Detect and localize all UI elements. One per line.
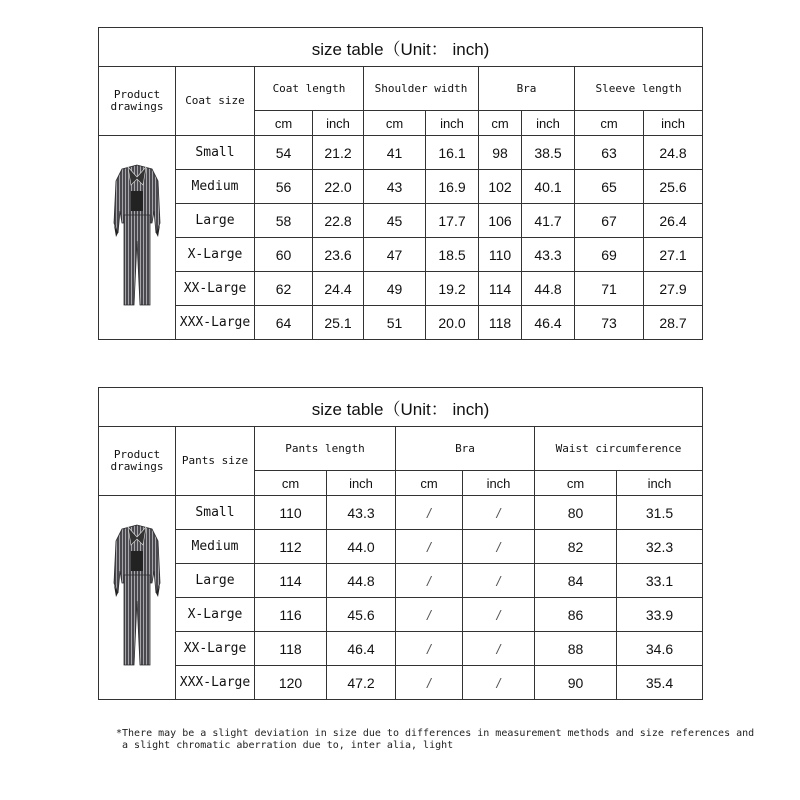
table-row (99, 632, 703, 666)
measurement-cell: 64 (255, 306, 313, 340)
measurement-cell: 43.3 (522, 238, 575, 272)
measurement-cell: 110 (255, 496, 327, 530)
measurement-cell: / (463, 564, 535, 598)
measurement-cell: 46.4 (522, 306, 575, 340)
table-row (99, 136, 703, 170)
table-row (99, 666, 703, 700)
measurement-cell: 63 (575, 136, 644, 170)
measurement-cell: 60 (255, 238, 313, 272)
measurement-cell: 80 (535, 496, 617, 530)
measurement-cell: 27.9 (644, 272, 703, 306)
product-drawing-image (99, 496, 176, 700)
unit-inch: inch (617, 471, 703, 496)
table-row (99, 204, 703, 238)
measurement-cell: 38.5 (522, 136, 575, 170)
unit-cm: cm (575, 111, 644, 136)
measurement-cell: 65 (575, 170, 644, 204)
measurement-cell: 24.8 (644, 136, 703, 170)
measurement-cell: 40.1 (522, 170, 575, 204)
waist-circumference-header: Waist circumference (535, 427, 703, 471)
coat-size-header: Coat size (176, 67, 255, 136)
size-label: Medium (176, 170, 255, 204)
measurement-cell: / (463, 496, 535, 530)
size-label: XX-Large (176, 632, 255, 666)
measurement-cell: 19.2 (426, 272, 479, 306)
measurement-cell: 114 (255, 564, 327, 598)
measurement-cell: 23.6 (313, 238, 364, 272)
measurement-cell: 31.5 (617, 496, 703, 530)
measurement-cell: 98 (479, 136, 522, 170)
measurement-cell: 18.5 (426, 238, 479, 272)
measurement-cell: 32.3 (617, 530, 703, 564)
shoulder-width-header: Shoulder width (364, 67, 479, 111)
unit-inch: inch (463, 471, 535, 496)
measurement-cell: 67 (575, 204, 644, 238)
measurement-cell: 47 (364, 238, 426, 272)
measurement-cell: 84 (535, 564, 617, 598)
bra-header: Bra (479, 67, 575, 111)
unit-cm: cm (479, 111, 522, 136)
measurement-cell: 45.6 (327, 598, 396, 632)
table-row (99, 564, 703, 598)
table-title: size table（Unit： inch) (99, 28, 703, 67)
measurement-cell: 114 (479, 272, 522, 306)
measurement-cell: 22.0 (313, 170, 364, 204)
measurement-cell: 112 (255, 530, 327, 564)
measurement-cell: 35.4 (617, 666, 703, 700)
measurement-cell: / (396, 666, 463, 700)
measurement-cell: 22.8 (313, 204, 364, 238)
measurement-cell: 43.3 (327, 496, 396, 530)
measurement-cell: 110 (479, 238, 522, 272)
size-label: XXX-Large (176, 666, 255, 700)
size-label: Small (176, 136, 255, 170)
measurement-cell: / (396, 598, 463, 632)
measurement-cell: 41 (364, 136, 426, 170)
measurement-cell: 82 (535, 530, 617, 564)
measurement-cell: / (396, 632, 463, 666)
size-label: Large (176, 204, 255, 238)
unit-cm: cm (255, 111, 313, 136)
size-label: XX-Large (176, 272, 255, 306)
measurement-cell: / (396, 530, 463, 564)
unit-cm: cm (535, 471, 617, 496)
unit-inch: inch (327, 471, 396, 496)
table-row (99, 238, 703, 272)
measurement-cell: 25.1 (313, 306, 364, 340)
measurement-cell: / (463, 632, 535, 666)
measurement-cell: 24.4 (313, 272, 364, 306)
note-line-2: a slight chromatic aberration due to, inter alia, light (116, 740, 454, 751)
measurement-cell: 88 (535, 632, 617, 666)
measurement-cell: / (463, 530, 535, 564)
sleeve-length-header: Sleeve length (575, 67, 703, 111)
measurement-cell: 33.1 (617, 564, 703, 598)
table-row (99, 598, 703, 632)
measurement-cell: 58 (255, 204, 313, 238)
measurement-cell: 69 (575, 238, 644, 272)
pants-size-table (98, 387, 703, 700)
note-line-1: *There may be a slight deviation in size due to differences in measurement methods and size references and (116, 728, 755, 739)
unit-cm: cm (255, 471, 327, 496)
measurement-cell: / (396, 496, 463, 530)
measurement-cell: 49 (364, 272, 426, 306)
measurement-cell: / (463, 666, 535, 700)
measurement-cell: 44.8 (327, 564, 396, 598)
measurement-cell: 90 (535, 666, 617, 700)
measurement-cell: 86 (535, 598, 617, 632)
measurement-cell: 118 (255, 632, 327, 666)
measurement-cell: 54 (255, 136, 313, 170)
unit-inch: inch (644, 111, 703, 136)
table-row (99, 496, 703, 530)
measurement-cell: 116 (255, 598, 327, 632)
measurement-cell: 16.1 (426, 136, 479, 170)
measurement-cell: 46.4 (327, 632, 396, 666)
measurement-cell: 62 (255, 272, 313, 306)
measurement-cell: 47.2 (327, 666, 396, 700)
size-label: XXX-Large (176, 306, 255, 340)
measurement-cell: 25.6 (644, 170, 703, 204)
pants-size-header: Pants size (176, 427, 255, 496)
product-drawings-header: Product drawings (99, 67, 176, 136)
product-drawings-header: Product drawings (99, 427, 176, 496)
measurement-cell: 56 (255, 170, 313, 204)
measurement-cell: 102 (479, 170, 522, 204)
unit-cm: cm (364, 111, 426, 136)
unit-inch: inch (426, 111, 479, 136)
measurement-cell: 21.2 (313, 136, 364, 170)
suit-costume-icon (110, 296, 164, 315)
table-title: size table（Unit： inch) (99, 388, 703, 427)
measurement-cell: 106 (479, 204, 522, 238)
unit-inch: inch (522, 111, 575, 136)
product-drawing-image (99, 136, 176, 340)
table-row (99, 530, 703, 564)
measurement-cell: 45 (364, 204, 426, 238)
measurement-cell: 26.4 (644, 204, 703, 238)
measurement-cell: 51 (364, 306, 426, 340)
measurement-cell: 16.9 (426, 170, 479, 204)
measurement-cell: 71 (575, 272, 644, 306)
bra-header: Bra (396, 427, 535, 471)
coat-size-table (98, 27, 703, 340)
measurement-cell: 20.0 (426, 306, 479, 340)
pants-length-header: Pants length (255, 427, 396, 471)
table-row (99, 170, 703, 204)
table-row (99, 306, 703, 340)
measurement-cell: 43 (364, 170, 426, 204)
size-disclaimer-note (116, 728, 754, 752)
measurement-cell: 118 (479, 306, 522, 340)
size-label: Small (176, 496, 255, 530)
size-label: Large (176, 564, 255, 598)
coat-length-header: Coat length (255, 67, 364, 111)
measurement-cell: 17.7 (426, 204, 479, 238)
measurement-cell: 41.7 (522, 204, 575, 238)
measurement-cell: 34.6 (617, 632, 703, 666)
suit-costume-icon (110, 656, 164, 675)
measurement-cell: 44.8 (522, 272, 575, 306)
measurement-cell: 27.1 (644, 238, 703, 272)
measurement-cell: 73 (575, 306, 644, 340)
measurement-cell: 28.7 (644, 306, 703, 340)
size-label: X-Large (176, 598, 255, 632)
size-label: Medium (176, 530, 255, 564)
table-row (99, 272, 703, 306)
measurement-cell: / (396, 564, 463, 598)
unit-cm: cm (396, 471, 463, 496)
measurement-cell: / (463, 598, 535, 632)
measurement-cell: 33.9 (617, 598, 703, 632)
measurement-cell: 120 (255, 666, 327, 700)
size-label: X-Large (176, 238, 255, 272)
measurement-cell: 44.0 (327, 530, 396, 564)
unit-inch: inch (313, 111, 364, 136)
